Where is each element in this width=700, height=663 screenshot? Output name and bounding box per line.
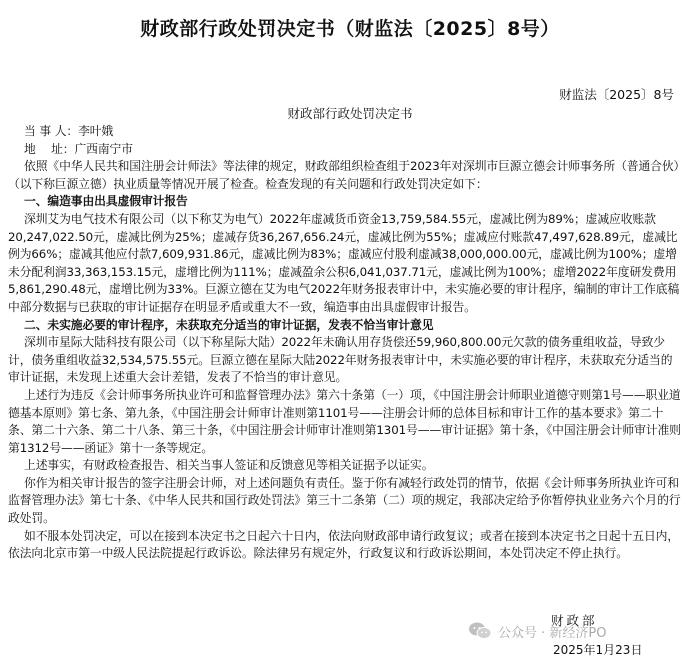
section2-paragraph: 深圳市星际大陆科技有限公司（以下称星际大陆）2022年未确认用存货偿还59,960,800.00元欠款的债务重组收益，导致少计，债务重组收益32,534,575.55元。巨源立德在星际大陆2022年财务报表审计中，未实施必要的审计程序，未获取充分适当的审计证据，未发现上述重大会计差错，发表了不恰当的审计意见。 [8, 335, 673, 385]
document-body [8, 123, 684, 563]
violation-paragraph: 上述行为违反《会计师事务所执业许可和监督管理办法》第六十条第（一）项，《中国注册会计师职业道德守则第1号——职业道德基本原则》第七条、第九条，《中国注册会计师审计准则第1101号——注册会计师的总体目标和审计工作的基本要求》第二十条、第二十六条、第二十八条、第三十条，《中国注册会计师审计准则第1301号——审计证据》第十条，《中国注册会计师审计准则第1312号——函证》第十一条等规定。 [8, 387, 681, 455]
responsibility-paragraph: 你作为相关审计报告的签字注册会计师，对上述问题负有责任。鉴于你有减轻行政处罚的情节，依据《会计师事务所执业许可和监督管理办法》第七十条、《中华人民共和国行政处罚法》第三十二条第（二）项的规定，我部决定给予你暂停执业业务六个月的行政处罚。 [8, 475, 681, 526]
document-number: 财监法〔2025〕8号 [559, 87, 674, 102]
watermark-text: 公众号 · 新经济PO [498, 625, 607, 641]
section2-heading: 二、未实施必要的审计程序，未获取充分适当的审计证据，发表不恰当审计意见 [24, 317, 434, 332]
party-name: 当 事 人：李叶娥 [24, 124, 114, 138]
evidence-paragraph: 上述事实，有财政检查报告、相关当事人签证和反馈意见等相关证据予以证实。 [24, 458, 434, 473]
watermark [468, 621, 606, 641]
document-title: 财政部行政处罚决定书（财监法〔2025〕8号） [140, 18, 560, 40]
signature-org: 财政部 [551, 613, 598, 628]
party-address: 地 址：广西南宁市 [24, 141, 133, 156]
document-header: 财政部行政处罚决定书 [287, 106, 413, 121]
section1-paragraph: 深圳艾为电气技术有限公司（以下称艾为电气）2022年虚减货币资金13,759,584.55元，虚减比例为89%；虚减应收账款20,247,022.50元，虚减比例为25%；虚减存货36,267,656.24元，虚减比例为55%；虚减应付账款47,497,628.89元，虚减比例为66%；虚减其他应付款7,609,931.86元，虚减比例为83%；虚减应付股利虚减38,000,000.00元，虚减比例为100%；虚增未分配利润33,363,153.15元，虚增比例为111%；虚减盈余公积6,041,037.71元，虚减比例为100%；虚增2022年度研发费用5,861,290.48元，虚增比例为33%。巨源立德在艾为电气2022年财务报表审计中，未实施必要的审计程序，编制的审计工作底稿中部分数据与已获取的审计证据存在明显矛盾或重大不一致，编造事由出具虚假审计报告。 [8, 211, 680, 314]
signature-date: 2025年1月23日 [553, 643, 643, 657]
wechat-icon [468, 621, 492, 641]
appeal-paragraph: 如不服本处罚决定，可以在接到本决定书之日起六十日内，依法向财政部申请行政复议；或者在接到本决定书之日起十五日内，依法向北京市第一中级人民法院提起行政诉讼。除法律另有规定外，行政复议和行政诉讼期间，本处罚决定不停止执行。 [8, 528, 680, 561]
section1-heading: 一、编造事由出具虚假审计报告 [24, 194, 188, 209]
intro-paragraph: 依照《中华人民共和国注册会计师法》等法律的规定，财政部组织检查组于2023年对深圳市巨源立德会计师事务所（普通合伙）（以下称巨源立德）执业质量等情况开展了检查。检查发现的有关问题和行政处罚决定如下： [8, 159, 680, 191]
